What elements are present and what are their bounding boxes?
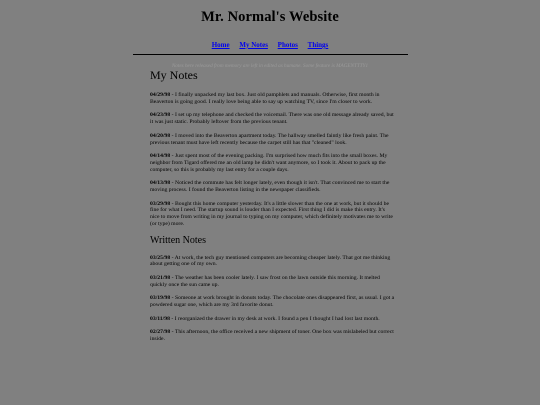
note-date: 04/20/98 bbox=[150, 132, 171, 139]
note-entry bbox=[150, 316, 395, 323]
note-text: - The weather has been cooler lately. I saw frost on the lawn outside this morning. It melted quickly once the sun came up. bbox=[150, 274, 380, 288]
subtitle-note: Notes here released from memory are left in edited as humane. Some feature is MAGENTTTY1 bbox=[171, 63, 369, 69]
note-entry bbox=[150, 92, 395, 105]
main-content bbox=[150, 68, 395, 350]
note-date: 03/25/98 bbox=[150, 254, 171, 261]
note-text: - Just spent most of the evening packing. I'm surprised how much fits into the small boxes. My neighbor from Tigard offered me an old lamp he didn't want anymore, so I took it. About to pack up the computer, so this is probably my last entry for a couple days. bbox=[150, 153, 388, 173]
written-notes-heading: Written Notes bbox=[150, 234, 206, 246]
note-text: - Noticed the commute has felt longer lately, even though it isn't. That convinced me to start the moving process. I found the Beaverton listing in the newspaper classifieds. bbox=[150, 180, 390, 194]
note-entry bbox=[150, 133, 395, 146]
note-text: - At work, the tech guy mentioned computers are becoming cheaper lately. That got me thinking about getting one of my own. bbox=[150, 254, 391, 268]
note-date: 04/13/98 bbox=[150, 180, 171, 187]
written-notes-list bbox=[150, 255, 395, 343]
note-text: - I moved into the Beaverton apartment today. The hallway smelled faintly like fresh paint. The previous tenant must have left recently because the carpet still has that "cleaned" look. bbox=[150, 132, 389, 146]
note-text: - I reorganized the drawer in my desk at work. I found a pen I thought I had lost last month. bbox=[169, 315, 380, 322]
note-text: - I set up my telephone and checked the voicemail. There was one old message already saved, but it was just static. Probably leftover from the previous tenant. bbox=[150, 112, 394, 126]
note-entry bbox=[150, 201, 395, 228]
note-text: - I finally unpacked my last box. Just old pamphlets and manuals. Otherwise, first month in Beaverton is going good. I really love being able to say up watching TV, since I'm closer to work. bbox=[150, 92, 380, 105]
note-entry bbox=[150, 153, 395, 173]
note-entry bbox=[150, 329, 395, 342]
note-date: 03/29/98 bbox=[150, 200, 171, 207]
my-notes-heading: My Notes bbox=[150, 68, 198, 82]
nav-link-home[interactable]: Home bbox=[211, 41, 230, 49]
note-date: 04/23/98 bbox=[150, 112, 171, 119]
note-text: - This afternoon, the office received a new shipment of toner. One box was mislabeled but correct inside. bbox=[150, 329, 394, 343]
note-text: - Someone at work brought in donuts today. The chocolate ones disappeared first, as usual. I got a powdered sugar one, which are my 3rd favorite donut. bbox=[150, 295, 395, 309]
nav-link-things[interactable]: Things bbox=[307, 41, 329, 49]
site-header bbox=[0, 0, 540, 69]
note-date: 04/29/98 bbox=[150, 92, 171, 98]
nav-link-photos[interactable]: Photos bbox=[277, 41, 298, 49]
note-entry bbox=[150, 180, 395, 193]
note-date: 03/11/98 bbox=[150, 315, 170, 322]
note-entry bbox=[150, 112, 395, 125]
note-date: 03/19/98 bbox=[150, 295, 171, 302]
note-entry bbox=[150, 255, 395, 268]
site-title: Mr. Normal's Website bbox=[201, 9, 339, 25]
note-date: 03/21/98 bbox=[150, 274, 171, 281]
note-text: - Bought this home computer yesterday. It's a little slower than the one at work, but it should be fine for what I need. The startup sound is louder than I expected. First thing I did is make this entry. It's nice to move from writing in my journal to typing on my computer, which definitely motivates me to write (or type) more. bbox=[150, 200, 393, 227]
note-date: 04/14/98 bbox=[150, 153, 171, 160]
note-date: 02/27/98 bbox=[150, 329, 171, 336]
note-entry bbox=[150, 275, 395, 288]
main-nav bbox=[0, 41, 540, 49]
nav-link-my-notes[interactable]: My Notes bbox=[239, 41, 268, 49]
my-notes-list bbox=[150, 92, 395, 228]
note-entry bbox=[150, 295, 395, 308]
header-divider bbox=[133, 54, 408, 55]
